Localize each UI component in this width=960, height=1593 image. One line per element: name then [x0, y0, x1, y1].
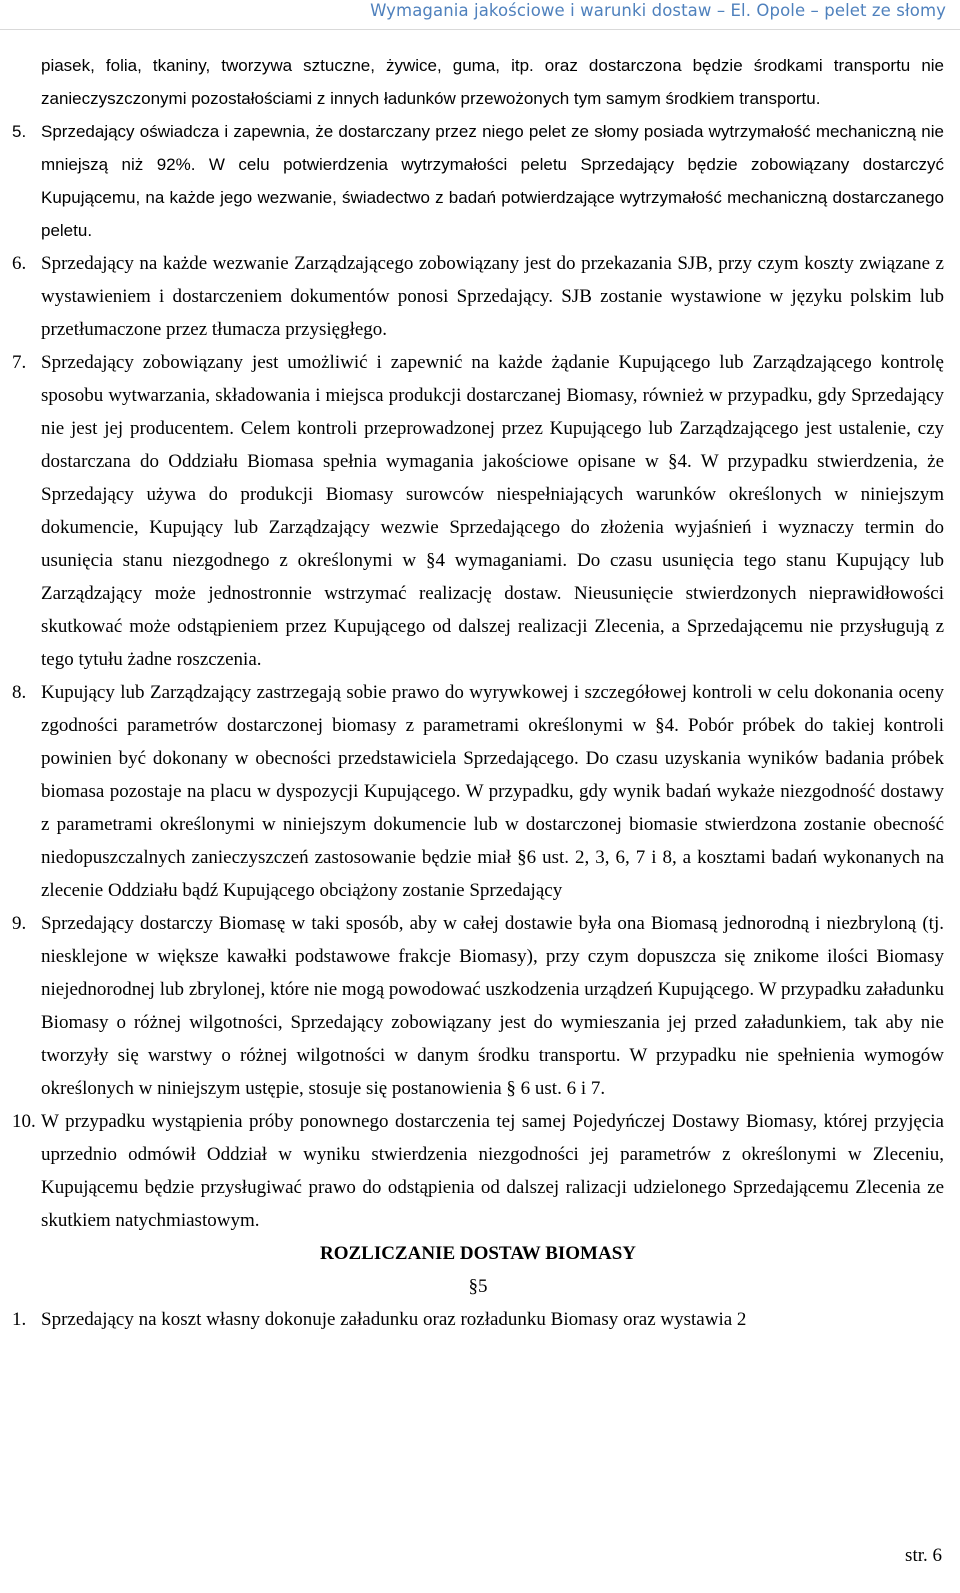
item-number: 7.	[12, 352, 27, 373]
list-item-7	[12, 346, 944, 676]
item-number: 6.	[12, 253, 27, 274]
item-text: Sprzedający dostarczy Biomasę w taki sposób, aby w całej dostawie była ona Biomasą jednorodną i niezbryloną (tj. niesklejone w większe kawałki podstawowe frakcje Biomasy), przy czym dopuszcza się znikome ilości Biomasy niejednorodnej lub zbrylonej, które nie mogą powodować uszkodzenia urządzeń Kupującego. W przypadku załadunku Biomasy o różnej wilgotności, Sprzedający zobowiązany jest do wymieszania jej przed załadunkiem, tak aby nie tworzyły się warstwy o różnej wilgotności w danym środku transportu. W przypadku nie spełnienia wymogów określonych w niniejszym ustępie, stosuje się postanowienia § 6 ust. 6 i 7.	[41, 913, 944, 1099]
section-heading: ROZLICZANIE DOSTAW BIOMASY	[319, 1243, 637, 1264]
list-item-8	[12, 676, 944, 907]
item-number: 1.	[12, 1309, 27, 1330]
item-number: 9.	[12, 913, 27, 934]
list-item-1	[12, 1303, 944, 1336]
list-item-6	[12, 247, 944, 346]
list-item-10	[12, 1105, 944, 1237]
item-text: Sprzedający na koszt własny dokonuje załadunku oraz rozładunku Biomasy oraz wystawia 2	[41, 1309, 747, 1330]
item-number: 5.	[12, 122, 27, 141]
list-item-5	[12, 115, 944, 247]
section-symbol: §5	[468, 1276, 488, 1297]
item-text: Sprzedający oświadcza i zapewnia, że dostarczany przez niego pelet ze słomy posiada wytrzymałość mechaniczną nie mniejszą niż 92%. W celu potwierdzenia wytrzymałości peletu Sprzedający będzie zobowiązany dostarczyć Kupującemu, na każde jego wezwanie, świadectwo z badań potwierdzające wytrzymałość mechaniczną dostarczanego peletu.	[41, 122, 944, 240]
item-number: 10.	[12, 1111, 36, 1132]
document-body	[12, 49, 944, 1336]
header-divider	[0, 29, 960, 30]
item-text: Sprzedający zobowiązany jest umożliwić i zapewnić na każde żądanie Kupującego lub Zarządzającego kontrolę sposobu wytwarzania, składowania i miejsca produkcji dostarczanej Biomasy, również w przypadku, gdy Sprzedający nie jest jej producentem. Celem kontroli przeprowadzonej przez Kupującego lub Zarządzającego jest ustalenie, czy dostarczana do Oddziału Biomasa spełnia wymagania jakościowe opisane w §4. W przypadku stwierdzenia, że Sprzedający używa do produkcji Biomasy surowców niespełniających warunków określonych w niniejszym dokumencie, Kupujący lub Zarządzający wezwie Sprzedającego do złożenia wyjaśnień i wyznaczy termin do usunięcia stanu niezgodnego z określonymi w §4 wymaganiami. Do czasu usunięcia tego stanu Kupujący lub Zarządzający może jednostronnie wstrzymać realizację dostaw. Nieusunięcie stwierdzonych nieprawidłowości skutkować może odstąpieniem przez Kupującego od dalszej realizacji Zlecenia, a Sprzedającemu nie przysługują z tego tytułu żadne roszczenia.	[41, 352, 944, 670]
list-item-9	[12, 907, 944, 1105]
page-number: str. 6	[905, 1545, 942, 1566]
item-text: W przypadku wystąpienia próby ponownego dostarczenia tej samej Pojedyńczej Dostawy Biomasy, której przyjęcia uprzednio odmówił Oddział w wyniku stwierdzenia niezgodności jej parametrów z określonymi w Zleceniu, Kupującemu będzie przysługiwać prawo do odstąpienia od dalszej ralizacji udzielonego Sprzedającemu Zlecenia ze skutkiem natychmiastowym.	[41, 1111, 944, 1231]
intro-paragraph: piasek, folia, tkaniny, tworzywa sztuczne, żywice, guma, itp. oraz dostarczona będzie środkami transportu nie zanieczyszczonymi pozostałościami z innych ładunków przewożonych tym samym środkiem transportu.	[41, 56, 944, 108]
page-header	[0, 0, 960, 30]
header-title: Wymagania jakościowe i warunki dostaw – El. Opole – pelet ze słomy	[370, 1, 946, 20]
item-text: Kupujący lub Zarządzający zastrzegają sobie prawo do wyrywkowej i szczegółowej kontroli w celu dokonania oceny zgodności parametrów dostarczonej biomasy z parametrami określonymi w §4. Pobór próbek do takiej kontroli powinien być dokonany w obecności przedstawiciela Sprzedającego. Do czasu uzyskania wyników badania próbek biomasa pozostaje na placu w dyspozycji Kupującego. W przypadku, gdy wynik badań wykaże niezgodność dostawy z parametrami określonymi w niniejszym dokumencie lub w dostarczonej biomasie stwierdzona zostanie obecność niedopuszczalnych zanieczyszczeń zastosowanie będzie miał §6 ust. 2, 3, 6, 7 i 8, a kosztami badań wykonanych na zlecenie Oddziału bądź Kupującego obciążony zostanie Sprzedający	[41, 682, 944, 901]
item-text: Sprzedający na każde wezwanie Zarządzającego zobowiązany jest do przekazania SJB, przy czym koszty związane z wystawieniem i dostarczeniem dokumentów ponosi Sprzedający. SJB zostanie wystawione w języku polskim lub przetłumaczone przez tłumacza przysięgłego.	[41, 253, 944, 340]
item-number: 8.	[12, 682, 27, 703]
